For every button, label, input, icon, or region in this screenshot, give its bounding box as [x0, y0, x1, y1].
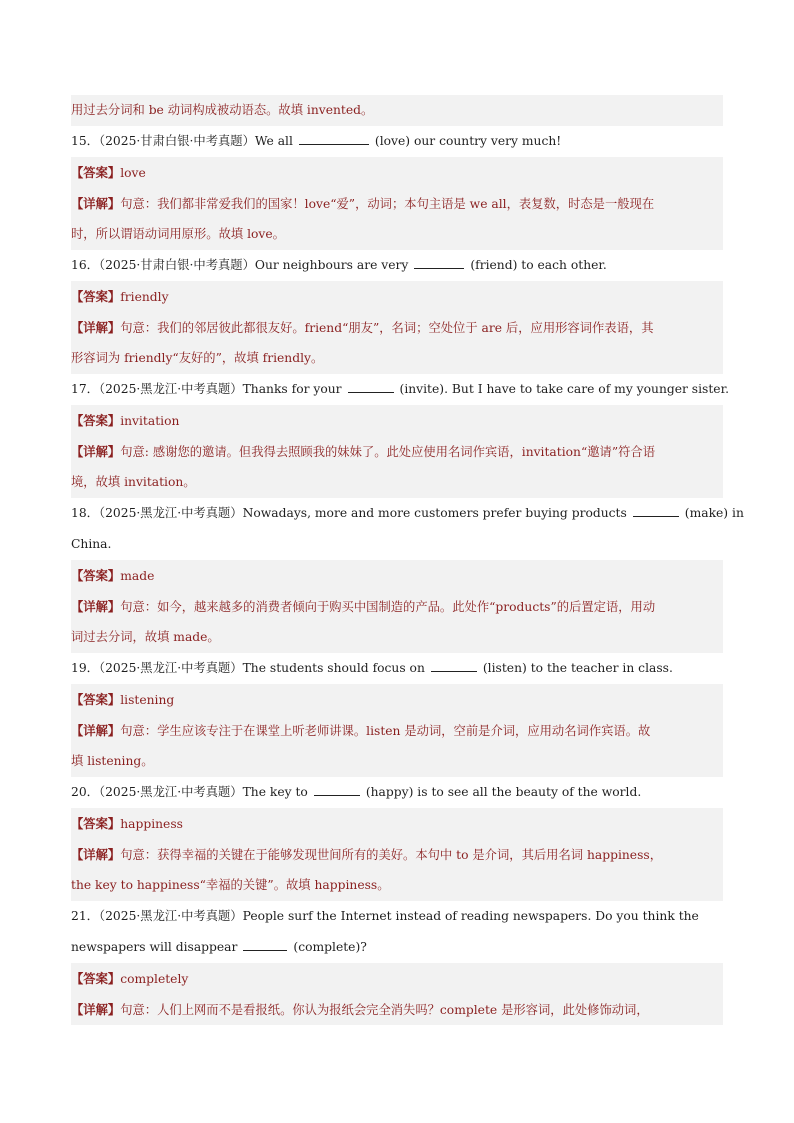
- answer-line: [71, 808, 723, 839]
- explanation-line-cont: [71, 95, 723, 126]
- answer-line: [71, 157, 723, 188]
- explanation-line-cont: [71, 219, 723, 250]
- question-number: 15．: [71, 134, 99, 148]
- answer-tag: 【答案】: [71, 568, 121, 583]
- explanation-text: 形容词为 friendly“友好的”，故填 friendly。: [71, 351, 324, 365]
- question-line-cont: [71, 529, 723, 560]
- answer-tag: 【答案】: [71, 816, 121, 831]
- explanation-tag: 【详解】: [71, 847, 121, 862]
- explanation-line-cont: [71, 870, 723, 901]
- explanation-line: [71, 312, 723, 343]
- answer-blank: [299, 132, 369, 145]
- answer-blank: [414, 256, 464, 269]
- question-source: （2025·甘肃白银·中考真题）: [98, 134, 255, 148]
- question-text: Nowadays, more and more customers prefer buying products: [242, 506, 627, 520]
- explanation-text: 用过去分词和 be 动词构成被动语态。故填 invented。: [71, 103, 374, 117]
- question-number: 20．: [71, 785, 99, 799]
- answer-line: [71, 560, 723, 591]
- explanation-line: [71, 436, 723, 467]
- question-number: 18．: [71, 506, 99, 520]
- question-text: newspapers will disappear: [71, 940, 238, 954]
- question-source: （2025·黑龙江·中考真题）: [98, 661, 243, 675]
- explanation-text: 词过去分词，故填 made。: [71, 630, 220, 644]
- question-number: 19．: [71, 661, 99, 675]
- question-text-after: (listen) to the teacher in class.: [482, 661, 673, 675]
- explanation-tag: 【详解】: [71, 1002, 121, 1017]
- question-text: The key to: [242, 785, 308, 799]
- explanation-line: [71, 994, 723, 1025]
- question-line: [71, 374, 730, 405]
- answer-blank: [431, 659, 477, 672]
- explanation-text: the key to happiness“幸福的关键”。故填 happiness。: [71, 878, 390, 892]
- explanation-line-cont: [71, 746, 723, 777]
- question-text: Thanks for your: [242, 382, 342, 396]
- question-text-after: (invite). But I have to take care of my younger sister.: [399, 382, 730, 396]
- explanation-text: 填 listening。: [71, 754, 154, 768]
- answer-text: listening: [120, 693, 175, 707]
- answer-text: happiness: [120, 817, 183, 831]
- question-number: 17．: [71, 382, 99, 396]
- explanation-line: [71, 188, 723, 219]
- question-text: We all: [254, 134, 293, 148]
- explanation-line: [71, 591, 723, 622]
- explanation-text: 句意：我们的邻居彼此都很友好。friend“朋友”，名词；空处位于 are 后，应用形容词作表语，其: [120, 321, 654, 335]
- question-text: People surf the Internet instead of reading newspapers. Do you think the: [242, 909, 699, 923]
- explanation-line-cont: [71, 467, 723, 498]
- answer-text: love: [120, 166, 146, 180]
- answer-tag: 【答案】: [71, 165, 121, 180]
- answer-sheet: [71, 95, 744, 1025]
- answer-line: [71, 963, 723, 994]
- question-line: [71, 901, 723, 932]
- explanation-line-cont: [71, 343, 723, 374]
- explanation-text: 句意: 感谢您的邀请。但我得去照顾我的妹妹了。此处应使用名词作宾语，invitation“邀请”符合语: [120, 445, 656, 459]
- answer-text: friendly: [120, 290, 169, 304]
- question-source: （2025·黑龙江·中考真题）: [98, 382, 243, 396]
- question-text-after: (complete)?: [293, 940, 367, 954]
- explanation-line-cont: [71, 622, 723, 653]
- explanation-tag: 【详解】: [71, 196, 121, 211]
- explanation-line: [71, 839, 723, 870]
- answer-blank: [243, 938, 287, 951]
- answer-line: [71, 684, 723, 715]
- explanation-tag: 【详解】: [71, 723, 121, 738]
- question-text-after: (make) in: [684, 506, 744, 520]
- answer-blank: [633, 504, 679, 517]
- question-text: The students should focus on: [242, 661, 425, 675]
- explanation-tag: 【详解】: [71, 444, 121, 459]
- explanation-text: 句意：人们上网而不是看报纸。你认为报纸会完全消失吗？complete 是形容词，此处修饰动词，: [120, 1003, 649, 1017]
- explanation-text: 句意：学生应该专注于在课堂上听老师讲课。listen 是动词，空前是介词，应用动名词作宾语。故: [120, 724, 651, 738]
- question-line: [71, 126, 723, 157]
- answer-text: made: [120, 569, 155, 583]
- answer-line: [71, 405, 723, 436]
- question-line: [71, 653, 723, 684]
- question-line: [71, 250, 723, 281]
- question-line-cont: [71, 932, 723, 963]
- answer-line: [71, 281, 723, 312]
- explanation-text: 句意：如今，越来越多的消费者倾向于购买中国制造的产品。此处作“products”的后置定语，用动: [120, 600, 656, 614]
- question-number: 21．: [71, 909, 99, 923]
- answer-text: invitation: [120, 414, 180, 428]
- explanation-text: 句意：获得幸福的关键在于能够发现世间所有的美好。本句中 to 是介词，其后用名词 happiness，: [120, 848, 663, 862]
- answer-text: completely: [120, 972, 189, 986]
- explanation-text: 境，故填 invitation。: [71, 475, 196, 489]
- question-text-after: (love) our country very much!: [374, 134, 562, 148]
- answer-blank: [348, 380, 394, 393]
- question-source: （2025·黑龙江·中考真题）: [98, 506, 243, 520]
- question-text-after: (friend) to each other.: [470, 258, 607, 272]
- explanation-tag: 【详解】: [71, 320, 121, 335]
- answer-tag: 【答案】: [71, 413, 121, 428]
- question-source: （2025·黑龙江·中考真题）: [98, 785, 243, 799]
- explanation-tag: 【详解】: [71, 599, 121, 614]
- question-line: [71, 498, 744, 529]
- answer-blank: [314, 783, 360, 796]
- question-text: China.: [71, 537, 112, 551]
- answer-tag: 【答案】: [71, 971, 121, 986]
- question-text: Our neighbours are very: [254, 258, 409, 272]
- explanation-line: [71, 715, 723, 746]
- explanation-text: 时，所以谓语动词用原形。故填 love。: [71, 227, 285, 241]
- question-number: 16．: [71, 258, 99, 272]
- question-text-after: (happy) is to see all the beauty of the world.: [365, 785, 642, 799]
- answer-tag: 【答案】: [71, 692, 121, 707]
- explanation-text: 句意：我们都非常爱我们的国家！love“爱”，动词；本句主语是 we all，表复数，时态是一般现在: [120, 197, 655, 211]
- question-line: [71, 777, 723, 808]
- answer-tag: 【答案】: [71, 289, 121, 304]
- question-source: （2025·黑龙江·中考真题）: [98, 909, 243, 923]
- question-source: （2025·甘肃白银·中考真题）: [98, 258, 255, 272]
